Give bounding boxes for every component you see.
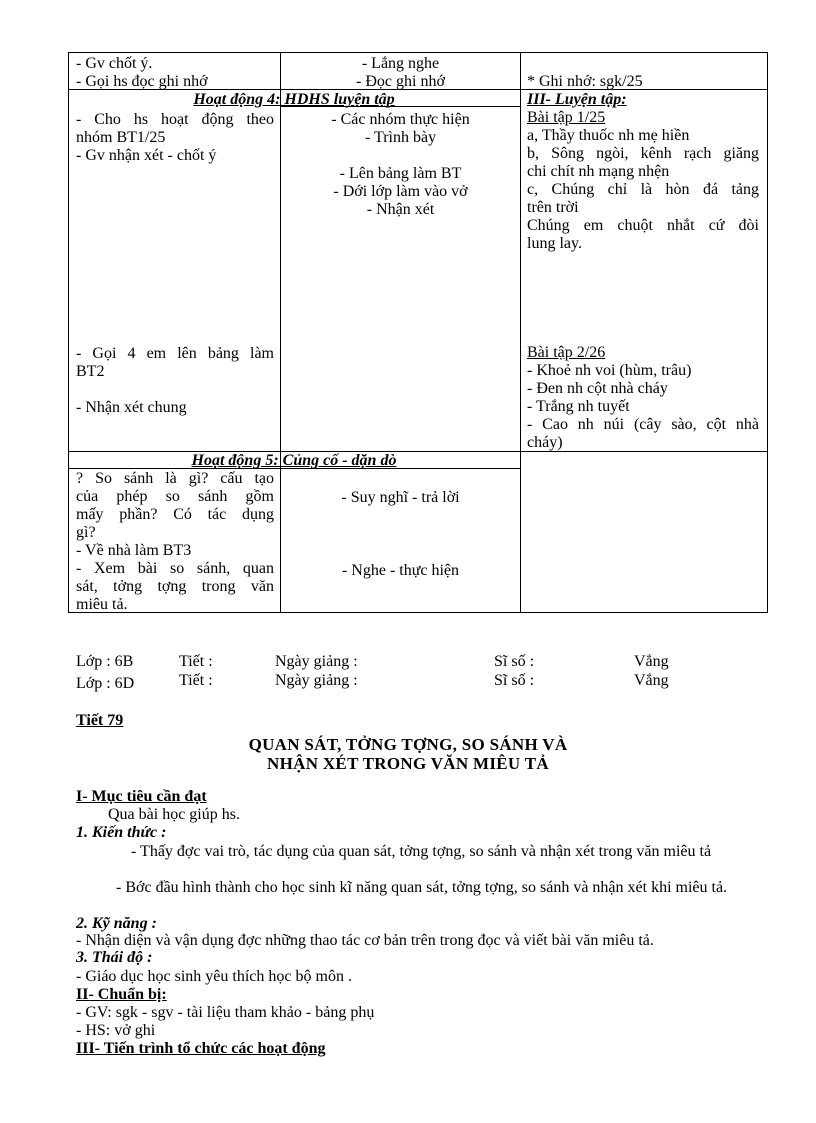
text-line: - Dới lớp làm vào vở	[333, 183, 468, 200]
table-divider-2	[520, 52, 521, 613]
luyen-tap-heading: III- Luyện tập:	[527, 91, 627, 108]
lesson-title-line-2: NHẬN XÉT TRONG VĂN MIÊU TẢ	[267, 754, 549, 773]
text-line: - Xem bài so sánh, quan	[76, 560, 274, 577]
lesson-title-line-1: QUAN SÁT, TỞNG TỢNG, SO SÁNH VÀ	[248, 735, 568, 754]
attendance-label: Sĩ số :	[494, 672, 535, 689]
text-line: - Trình bày	[364, 129, 437, 146]
text-line: Chúng em chuột nhắt cứ đòi	[527, 217, 759, 234]
text-line: của phép so sánh gồm	[76, 488, 274, 505]
exercise-1-title: Bài tập 1/25	[527, 109, 606, 126]
text-line: miêu tả.	[76, 596, 128, 613]
text-line: - Gv chốt ý.	[76, 55, 153, 72]
text-line: trên trời	[527, 199, 579, 216]
skills-heading: 2. Kỹ năng :	[76, 915, 157, 932]
text-line: nhóm BT1/25	[76, 129, 166, 146]
lesson-number: Tiết 79	[76, 712, 124, 729]
exercise-2-title: Bài tập 2/26	[527, 344, 606, 361]
objectives-intro: Qua bài học giúp hs.	[108, 806, 240, 823]
period-label: Tiết :	[179, 653, 213, 670]
teaching-date-label: Ngày giảng :	[275, 672, 358, 689]
skills-paragraph: - Nhận diện và vận dụng đợc những thao tác cơ bản trên trong đọc và viết bài văn miêu tả.	[76, 932, 654, 949]
activity-5-heading: Hoạt động 5: Củng cố - dặn dò	[191, 452, 397, 469]
text-line: gì?	[76, 524, 96, 541]
text-line: chi chít nh mạng nhện	[527, 163, 670, 180]
text-line: - Gọi hs đọc ghi nhớ	[76, 73, 208, 90]
activity-5-teacher-cell	[76, 470, 274, 614]
text-line: mấy phần? Có tác dụng	[76, 506, 274, 523]
section-objectives-heading: I- Mục tiêu cần đạt	[76, 788, 207, 805]
row1-student-cell	[281, 55, 520, 91]
activity-5-student-answer	[281, 489, 520, 507]
section-activities-heading: III- Tiến trình tổ chức các hoạt động	[76, 1040, 326, 1057]
text-line: b, Sông ngòi, kênh rạch giăng	[527, 145, 759, 162]
class-label: Lớp : 6D	[76, 675, 135, 692]
text-line: - Nhận xét	[366, 201, 435, 218]
text-line: sát, tởng tợng trong văn	[76, 578, 274, 595]
text-line: lung lay.	[527, 235, 582, 252]
class-label: Lớp : 6B	[76, 653, 134, 670]
activity-5-student-homework	[281, 562, 520, 580]
text-line: - Đọc ghi nhớ	[356, 73, 445, 90]
row1-teacher-cell	[76, 55, 276, 91]
text-line: ? So sánh là gì? cấu tạo	[76, 470, 274, 487]
knowledge-heading: 1. Kiến thức :	[76, 824, 167, 841]
ghi-nho-note: * Ghi nhớ: sgk/25	[527, 73, 643, 90]
section-preparation-heading: II- Chuẩn bị:	[76, 986, 167, 1003]
text-line: - Đen nh cột nhà cháy	[527, 380, 668, 397]
knowledge-paragraph-1: - Thấy đợc vai trò, tác dụng của quan sát, tởng tợng, so sánh và nhận xét trong văn miêu tả	[131, 843, 712, 860]
text-line: - Lên bảng làm BT	[339, 165, 462, 182]
activity-4-heading: Hoạt động 4: HDHS luyện tập	[193, 91, 395, 108]
table-border-left	[68, 52, 69, 613]
activity-4-teacher-cell	[76, 111, 274, 165]
attendance-label: Sĩ số :	[494, 653, 535, 670]
table-border-top	[68, 52, 768, 53]
teaching-date-label: Ngày giảng :	[275, 653, 358, 670]
text-line: BT2	[76, 363, 105, 380]
exercise-2-cell	[527, 344, 759, 452]
text-line: - Về nhà làm BT3	[76, 542, 192, 559]
period-label: Tiết :	[179, 672, 213, 689]
absent-label: Vắng	[634, 672, 669, 689]
activity-4-student-cell	[281, 111, 520, 219]
text-line: - Khoẻ nh voi (hùm, trâu)	[527, 362, 692, 379]
text-line: - Lắng nghe	[361, 55, 440, 72]
absent-label: Vắng	[634, 653, 669, 670]
text-line: - Cao nh núi (cây sào, cột nhà	[527, 416, 759, 433]
text-line: - Cho hs hoạt động theo	[76, 111, 274, 128]
knowledge-paragraph-2: - Bớc đầu hình thành cho học sinh kĩ năng quan sát, tởng tợng, so sánh và nhận xét khi miêu tả.	[116, 879, 728, 896]
exercise-1-cell	[527, 109, 759, 253]
preparation-teacher: - GV: sgk - sgv - tài liệu tham khảo - bảng phụ	[76, 1004, 375, 1021]
preparation-student: - HS: vở ghi	[76, 1022, 156, 1039]
text-line: - Gv nhận xét - chốt ý	[76, 147, 217, 164]
text-line: - Nhận xét chung	[76, 399, 187, 416]
table-border-right	[767, 52, 768, 613]
activity-4-teacher-cell-2	[76, 345, 274, 417]
attitude-heading: 3. Thái độ :	[76, 949, 153, 966]
text-line: cháy)	[527, 434, 563, 451]
text-line: a, Thầy thuốc nh mẹ hiền	[527, 127, 690, 144]
text-line: - Trắng nh tuyết	[527, 398, 630, 415]
row1-board-cell	[527, 73, 762, 91]
text-line: - Suy nghĩ - trả lời	[341, 489, 460, 506]
text-line: - Gọi 4 em lên bảng làm	[76, 345, 274, 362]
attitude-paragraph: - Giáo dục học sinh yêu thích học bộ môn .	[76, 968, 352, 985]
text-line: - Các nhóm thực hiện	[331, 111, 470, 128]
text-line: - Nghe - thực hiện	[341, 562, 460, 579]
text-line: c, Chúng chỉ là hòn đá tảng	[527, 181, 759, 198]
